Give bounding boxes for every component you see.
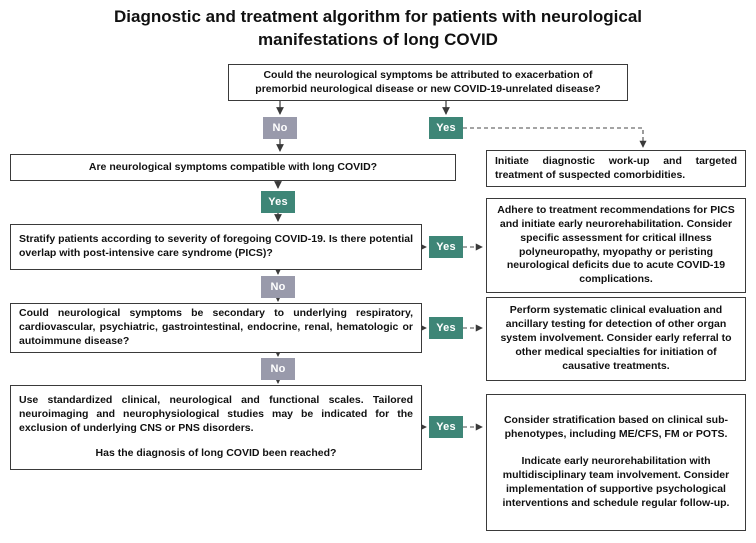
action-diagnostic-workup-box: Initiate diagnostic work-up and targeted treatment of suspected comorbidities. bbox=[486, 150, 746, 187]
stratification-text: Consider stratification based on clinical sub-phenotypes, including ME/CFS, FM or POTS. bbox=[503, 414, 729, 441]
yes-badge-4: Yes bbox=[429, 317, 463, 339]
diagnosis-reached-text: Has the diagnosis of long COVID been reached? bbox=[95, 447, 337, 460]
action-stratification-followup-box bbox=[486, 394, 746, 531]
question-secondary-disease-box: Could neurological symptoms be secondary to underlying respiratory, cardiovascular, psychiatric, gastrointestinal, endocrine, renal, hematologic or autoimmune disease? bbox=[10, 303, 422, 353]
question-premorbid-disease-box: Could the neurological symptoms be attributed to exacerbation of premorbid neurological disease or new COVID-19-unrelated disease? bbox=[228, 64, 628, 101]
scales-text: Use standardized clinical, neurological and functional scales. Tailored neuroimaging and neurophysiological studies may be indicated for the exclusion of underlying CNS or PNS disorders. bbox=[19, 393, 413, 434]
diagram-title: Diagnostic and treatment algorithm for patients with neurological manifestations of long COVID bbox=[114, 7, 642, 49]
action-pics-treatment-box: Adhere to treatment recommendations for PICS and initiate early neurorehabilitation. Consider specific assessment for critical illness polyneuropathy, myopathy or peristing neurological deficits due to acute COVID-19 complications. bbox=[486, 198, 746, 293]
question-stratify-pics-box: Stratify patients according to severity of foregoing COVID-19. Is there potential overlap with post-intensive care syndrome (PICS)? bbox=[10, 224, 422, 270]
no-badge-2: No bbox=[261, 276, 295, 298]
question-long-covid-compatible-box: Are neurological symptoms compatible with long COVID? bbox=[10, 154, 456, 181]
question-scales-diagnosis-box bbox=[10, 385, 422, 470]
yes-badge-2: Yes bbox=[261, 191, 295, 213]
no-badge-1: No bbox=[263, 117, 297, 139]
yes-badge-3: Yes bbox=[429, 236, 463, 258]
action-systematic-evaluation-box: Perform systematic clinical evaluation and ancillary testing for detection of other organ system involvement. Consider early referral to other medical specialties for initiation of causative treatments. bbox=[486, 297, 746, 381]
no-badge-3: No bbox=[261, 358, 295, 380]
neurorehabilitation-text: Indicate early neurorehabilitation with multidisciplinary team involvement. Consider implementation of supportive psychological interventions and schedule regular follow-up. bbox=[502, 455, 730, 509]
yes-badge-1: Yes bbox=[429, 117, 463, 139]
yes-badge-5: Yes bbox=[429, 416, 463, 438]
